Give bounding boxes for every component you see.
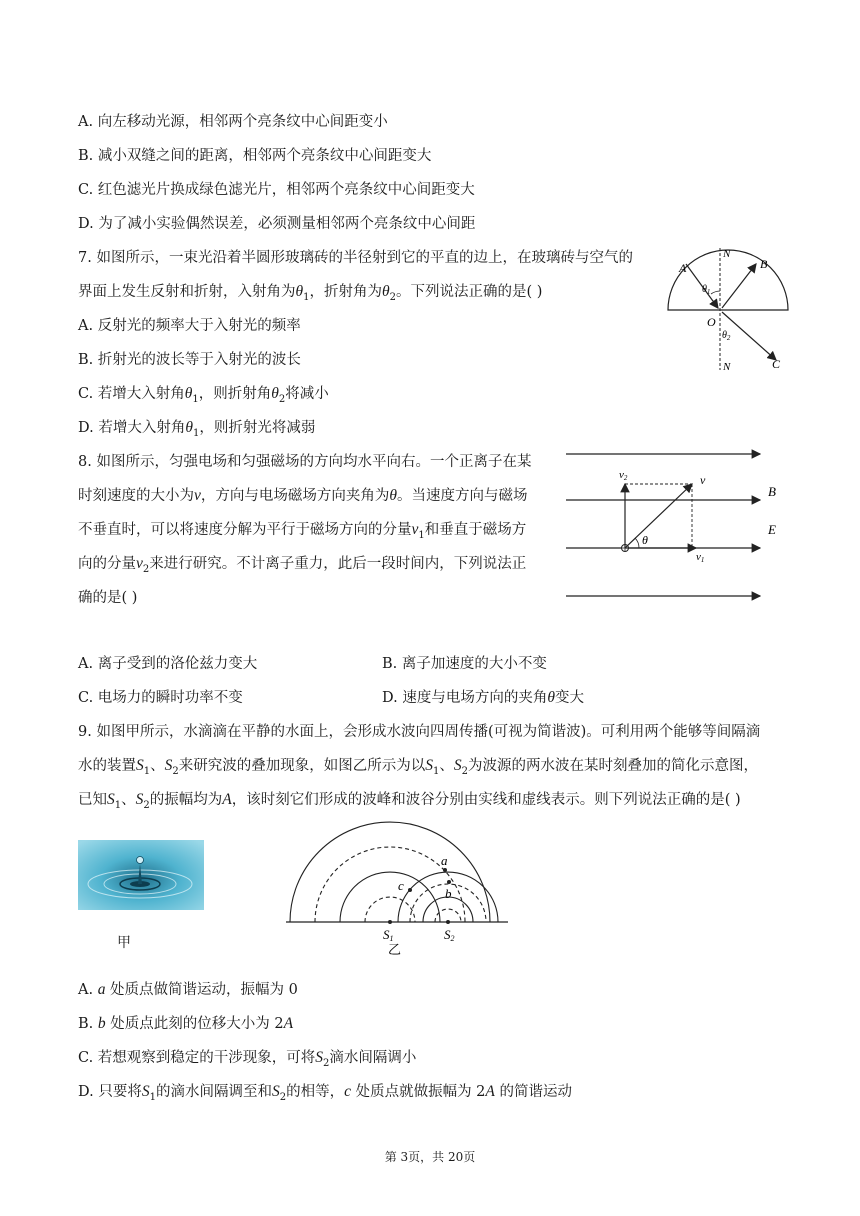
label-a: a	[441, 853, 448, 868]
q7-option-c: C. 若增大入射角$\theta_1$，则折射角$\theta_2$将减小	[78, 385, 329, 405]
wave-interference-figure	[282, 818, 512, 956]
water-drop-photo	[78, 840, 204, 910]
label-c: C	[772, 357, 781, 371]
label-s2: S2	[444, 927, 455, 943]
q6-option-a: A. 向左移动光源，相邻两个亮条纹中心间距变小	[78, 114, 388, 130]
label-a: A	[679, 261, 687, 275]
label-v: v	[700, 473, 706, 487]
q8-stem-line5: 确的是( )	[78, 590, 138, 606]
q8-stem-line4: 向的分量$v_2$来进行研究。不计离子重力，此后一段时间内，下列说法正	[78, 555, 527, 575]
q7-option-a: A. 反射光的频率大于入射光的频率	[78, 318, 301, 334]
q8-field-figure	[562, 444, 790, 608]
point-c	[408, 888, 412, 892]
label-s1: S1	[383, 927, 394, 943]
q9-stem-line2: 水的装置$S_1$、$S_2$来研究波的叠加现象，如图乙所示为以$S_1$、$S_2$为波源的两水波在某时刻叠加的简化示意图，	[78, 757, 758, 777]
q7-stem-line1: 7. 如图所示，一束光沿着半圆形玻璃砖的半径射到它的平直的边上，在玻璃砖与空气的	[78, 250, 633, 266]
reflected-ray	[722, 264, 756, 308]
q8-option-b: B. 离子加速度的大小不变	[382, 656, 547, 672]
label-e-field: E	[768, 522, 776, 537]
label-b: b	[445, 886, 452, 901]
q9-option-b: B. b 处质点此刻的位移大小为 2A	[78, 1015, 294, 1032]
label-theta2: $\theta_2$	[722, 330, 731, 342]
source-s2	[446, 920, 450, 924]
point-b	[447, 880, 451, 884]
label-v1: v1	[696, 551, 705, 564]
label-c: c	[398, 878, 404, 893]
q9-stem-line3: 已知$S_1$、$S_2$的振幅均为A，该时刻它们形成的波峰和波谷分别由实线和虚线表示。则下列说法正确的是( )	[78, 791, 741, 811]
q8-option-a: A. 离子受到的洛伦兹力变大	[78, 656, 258, 672]
s1-trough-2	[365, 897, 415, 922]
page-footer: 第 3页，共 20页	[384, 1150, 476, 1164]
caption-yi: 乙	[388, 943, 402, 956]
q8-option-d: D. 速度与电场方向的夹角θ变大	[382, 689, 584, 706]
label-theta1: $\theta_1$	[702, 284, 711, 296]
label-n-bottom: N	[723, 361, 731, 373]
q8-option-c: C. 电场力的瞬时功率不变	[78, 690, 243, 706]
label-n-top: N	[723, 248, 731, 260]
label-b: B	[760, 257, 768, 271]
q7-stem-line2: 界面上发生反射和折射，入射角为$\theta_1$，折射角为$\theta_2$。下列说法正确的是( )	[78, 283, 543, 303]
source-s1	[388, 920, 392, 924]
q9-stem-line1: 9. 如图甲所示，水滴滴在平静的水面上，会形成水波向四周传播(可视为简谐波)。可利用两个能够等间隔滴	[78, 724, 761, 740]
s1-crest-2	[340, 872, 440, 922]
q6-option-d: D. 为了减小实验偶然误差，必须测量相邻两个亮条纹中心间距	[78, 216, 476, 232]
q8-stem-line1: 8. 如图所示，匀强电场和匀强磁场的方向均水平向右。一个正离子在某	[78, 454, 532, 470]
q9-option-c: C. 若想观察到稳定的干涉现象，可将$S_2$滴水间隔调小	[78, 1049, 417, 1069]
label-theta: θ	[642, 533, 648, 547]
label-b-field: B	[768, 484, 776, 499]
q9-option-a: A. a 处质点做简谐运动，振幅为 0	[78, 981, 298, 998]
point-a	[443, 868, 447, 872]
caption-jia: 甲	[117, 935, 131, 951]
q7-option-d: D. 若增大入射角$\theta_1$，则折射光将减弱	[78, 419, 316, 439]
q9-option-d: D. 只要将$S_1$的滴水间隔调至和$S_2$的相等，c 处质点就做振幅为 2A 的简谐运动	[78, 1083, 572, 1103]
label-v2: v2	[619, 469, 628, 482]
q7-option-b: B. 折射光的波长等于入射光的波长	[78, 352, 301, 368]
q8-stem-line2: 时刻速度的大小为v，方向与电场磁场方向夹角为θ。当速度方向与磁场	[78, 487, 528, 504]
q7-refraction-figure	[664, 242, 794, 374]
label-o: O	[707, 315, 716, 329]
q6-option-c: C. 红色滤光片换成绿色滤光片，相邻两个亮条纹中心间距变大	[78, 182, 475, 198]
q6-option-b: B. 减小双缝之间的距离，相邻两个亮条纹中心间距变大	[78, 148, 432, 164]
q8-stem-line3: 不垂直时，可以将速度分解为平行于磁场方向的分量$v_1$和垂直于磁场方	[78, 521, 527, 541]
